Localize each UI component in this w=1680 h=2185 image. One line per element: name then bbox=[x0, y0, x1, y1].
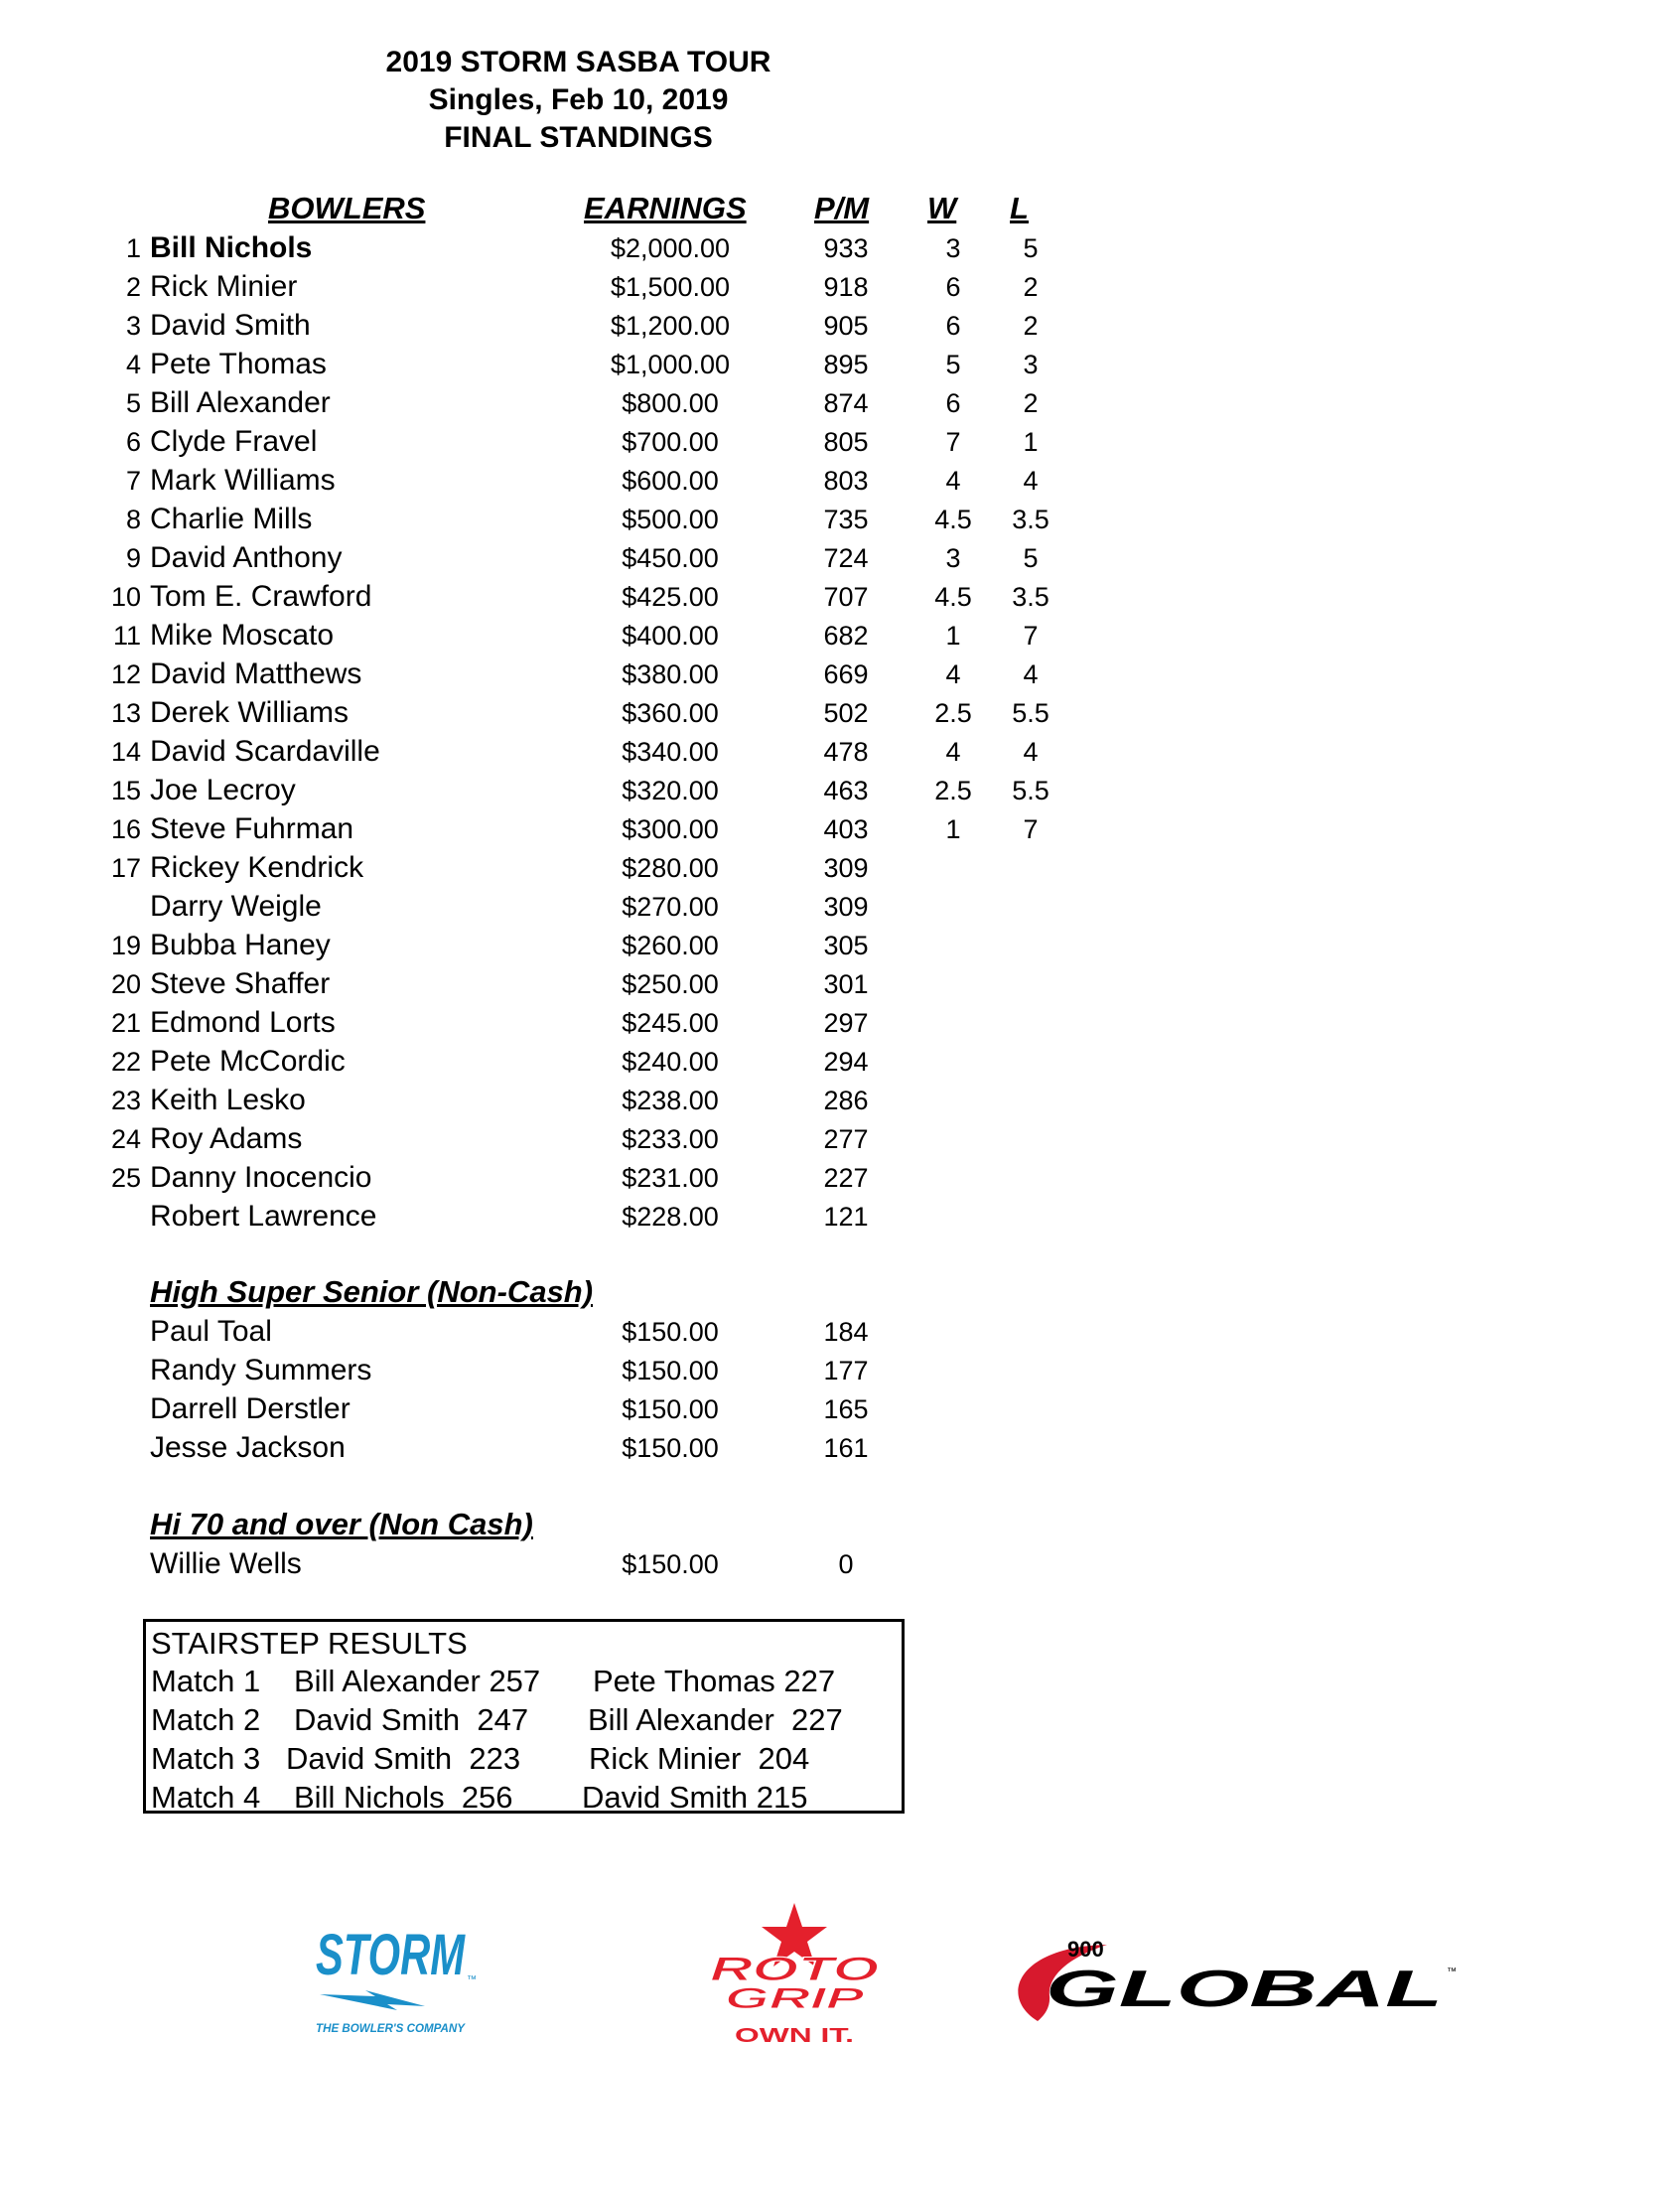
bowler-name: Tom E. Crawford bbox=[150, 580, 372, 613]
pm: 227 bbox=[823, 1163, 869, 1193]
rank: 25 bbox=[110, 1163, 141, 1193]
bowler-name: Randy Summers bbox=[150, 1354, 372, 1386]
pm: 184 bbox=[823, 1317, 869, 1347]
header-subtitle: Singles, Feb 10, 2019 bbox=[428, 83, 729, 116]
pm: 933 bbox=[823, 233, 869, 263]
table-row bbox=[0, 1429, 1092, 1467]
earnings: $1,000.00 bbox=[610, 350, 731, 379]
bowler-name: Pete Thomas bbox=[150, 348, 327, 380]
losses: 2 bbox=[1023, 311, 1039, 341]
pm: 502 bbox=[823, 698, 869, 728]
bowler-name: Darrell Derstler bbox=[150, 1392, 350, 1425]
earnings: $238.00 bbox=[622, 1086, 719, 1115]
earnings: $150.00 bbox=[622, 1433, 719, 1463]
bowler-name: Danny Inocencio bbox=[150, 1161, 372, 1194]
table-row bbox=[0, 849, 1092, 887]
table-row bbox=[0, 307, 1092, 345]
pm: 805 bbox=[823, 427, 869, 457]
earnings: $150.00 bbox=[622, 1356, 719, 1385]
table-row bbox=[0, 1043, 1092, 1081]
rotogrip-logo bbox=[700, 1897, 889, 2056]
storm-wordmark: STORM bbox=[316, 1923, 467, 1987]
bowler-name: Bubba Haney bbox=[150, 929, 331, 961]
pm: 463 bbox=[823, 776, 869, 805]
rank: 11 bbox=[112, 621, 141, 651]
super-senior-heading: High Super Senior (Non-Cash) bbox=[150, 1274, 594, 1309]
rank: 16 bbox=[110, 814, 141, 844]
losses: 2 bbox=[1023, 272, 1039, 302]
pm: 724 bbox=[823, 543, 869, 573]
bowler-name: Paul Toal bbox=[150, 1315, 272, 1348]
bowler-name: Derek Williams bbox=[150, 696, 350, 729]
900-global-logo-graphic bbox=[998, 1927, 1465, 2036]
table-row bbox=[0, 462, 1092, 500]
pm: 161 bbox=[823, 1433, 869, 1463]
stairstep-results-box bbox=[143, 1619, 905, 1814]
table-row bbox=[0, 1390, 1092, 1428]
earnings: $1,500.00 bbox=[610, 272, 731, 302]
header-standings: FINAL STANDINGS bbox=[444, 121, 713, 154]
stairstep-title: STAIRSTEP RESULTS bbox=[151, 1626, 468, 1661]
bowler-name: Willie Wells bbox=[150, 1547, 302, 1580]
earnings: $800.00 bbox=[622, 388, 719, 418]
match-loser: David Smith 215 bbox=[582, 1780, 808, 1815]
storm-logo-graphic bbox=[306, 1907, 485, 2056]
losses: 5 bbox=[1023, 233, 1039, 263]
table-row bbox=[0, 965, 1092, 1003]
pm: 305 bbox=[823, 931, 869, 960]
wins: 4 bbox=[945, 659, 961, 689]
lightning-bolt-icon bbox=[320, 1990, 425, 2010]
bowler-name: Rick Minier bbox=[150, 270, 298, 303]
table-row bbox=[0, 1120, 1092, 1158]
pm: 735 bbox=[823, 505, 869, 534]
match-winner: David Smith 247 bbox=[294, 1702, 529, 1737]
earnings: $600.00 bbox=[622, 466, 719, 496]
rank: 17 bbox=[110, 853, 141, 883]
match-winner: Bill Alexander 257 bbox=[294, 1664, 541, 1698]
wins: 2.5 bbox=[934, 698, 972, 728]
losses: 4 bbox=[1023, 466, 1039, 496]
earnings: $450.00 bbox=[622, 543, 719, 573]
earnings: $228.00 bbox=[622, 1202, 719, 1232]
match-loser: Rick Minier 204 bbox=[589, 1741, 810, 1776]
wins: 6 bbox=[945, 311, 961, 341]
earnings: $700.00 bbox=[622, 427, 719, 457]
col-earnings: EARNINGS bbox=[584, 191, 747, 225]
wins: 3 bbox=[945, 543, 961, 573]
match-label: Match 1 bbox=[151, 1664, 261, 1698]
bowler-name: Darry Weigle bbox=[150, 890, 322, 923]
pm: 0 bbox=[838, 1549, 854, 1579]
wins: 6 bbox=[945, 272, 961, 302]
earnings: $280.00 bbox=[622, 853, 719, 883]
rank: 10 bbox=[110, 582, 141, 612]
earnings: $380.00 bbox=[622, 659, 719, 689]
rank: 24 bbox=[110, 1124, 141, 1154]
bowler-name: Keith Lesko bbox=[150, 1084, 306, 1116]
earnings: $245.00 bbox=[622, 1008, 719, 1038]
rank: 1 bbox=[125, 233, 141, 263]
bowler-name: Clyde Fravel bbox=[150, 425, 318, 458]
bowler-name: Bill Nichols bbox=[150, 231, 313, 264]
storm-tagline: THE BOWLER'S COMPANY bbox=[316, 2021, 466, 2035]
earnings: $2,000.00 bbox=[610, 233, 731, 263]
wins: 4 bbox=[945, 737, 961, 767]
earnings: $270.00 bbox=[622, 892, 719, 922]
rank: 20 bbox=[110, 969, 141, 999]
pm: 121 bbox=[823, 1202, 869, 1232]
rank: 12 bbox=[110, 659, 141, 689]
bowler-name: Mike Moscato bbox=[150, 619, 335, 652]
rotogrip-tagline: OWN IT. bbox=[735, 2025, 854, 2047]
bowler-name: Steve Shaffer bbox=[150, 967, 331, 1000]
wins: 1 bbox=[945, 814, 961, 844]
bowler-name: Pete McCordic bbox=[150, 1045, 346, 1078]
table-row bbox=[0, 1352, 1092, 1389]
wins: 4.5 bbox=[934, 505, 972, 534]
earnings: $320.00 bbox=[622, 776, 719, 805]
losses: 4 bbox=[1023, 737, 1039, 767]
earnings: $300.00 bbox=[622, 814, 719, 844]
earnings: $240.00 bbox=[622, 1047, 719, 1077]
table-row bbox=[0, 733, 1092, 771]
bowler-name: David Scardaville bbox=[150, 735, 380, 768]
storm-tm: ™ bbox=[467, 1974, 477, 1985]
table-row bbox=[0, 888, 1092, 926]
table-row bbox=[0, 694, 1092, 732]
table-row bbox=[0, 229, 1092, 267]
wins: 7 bbox=[945, 427, 961, 457]
rotogrip-logo-graphic bbox=[700, 1897, 889, 2056]
bowler-name: Steve Fuhrman bbox=[150, 812, 354, 845]
losses: 5 bbox=[1023, 543, 1039, 573]
earnings: $233.00 bbox=[622, 1124, 719, 1154]
table-row bbox=[0, 539, 1092, 577]
table-row bbox=[0, 578, 1092, 616]
bowler-name: Charlie Mills bbox=[150, 503, 313, 535]
bowler-name: Robert Lawrence bbox=[150, 1200, 377, 1233]
match-loser: Bill Alexander 227 bbox=[588, 1702, 843, 1737]
match-winner: Bill Nichols 256 bbox=[294, 1780, 513, 1815]
match-winner: David Smith 223 bbox=[286, 1741, 521, 1776]
table-row bbox=[0, 927, 1092, 964]
earnings: $340.00 bbox=[622, 737, 719, 767]
rank: 15 bbox=[110, 776, 141, 805]
storm-logo bbox=[306, 1907, 485, 2056]
document-header bbox=[278, 44, 879, 157]
table-row bbox=[0, 423, 1092, 461]
match-label: Match 4 bbox=[151, 1780, 261, 1815]
pm: 707 bbox=[823, 582, 869, 612]
global-wordmark: GLOBAL bbox=[1046, 1961, 1443, 2018]
table-row bbox=[0, 1004, 1092, 1042]
rank: 13 bbox=[110, 698, 141, 728]
rank: 14 bbox=[110, 737, 141, 767]
pm: 682 bbox=[823, 621, 869, 651]
table-row bbox=[0, 772, 1092, 809]
pm: 294 bbox=[823, 1047, 869, 1077]
pm: 803 bbox=[823, 466, 869, 496]
losses: 5.5 bbox=[1012, 776, 1050, 805]
table-row bbox=[0, 346, 1092, 383]
col-l: L bbox=[1010, 191, 1029, 225]
pm: 895 bbox=[823, 350, 869, 379]
pm: 309 bbox=[823, 892, 869, 922]
pm: 277 bbox=[823, 1124, 869, 1154]
table-row bbox=[0, 1545, 1092, 1583]
table-row bbox=[0, 501, 1092, 538]
global-tm: ™ bbox=[1447, 1966, 1457, 1977]
bowler-name: Bill Alexander bbox=[150, 386, 331, 419]
wins: 2.5 bbox=[934, 776, 972, 805]
wins: 5 bbox=[945, 350, 961, 379]
earnings: $260.00 bbox=[622, 931, 719, 960]
earnings: $500.00 bbox=[622, 505, 719, 534]
wins: 4.5 bbox=[934, 582, 972, 612]
pm: 669 bbox=[823, 659, 869, 689]
pm: 165 bbox=[823, 1394, 869, 1424]
losses: 7 bbox=[1023, 814, 1039, 844]
bowler-name: Jesse Jackson bbox=[150, 1431, 346, 1464]
900-global-logo bbox=[998, 1927, 1465, 2036]
pm: 297 bbox=[823, 1008, 869, 1038]
losses: 5.5 bbox=[1012, 698, 1050, 728]
col-bowlers: BOWLERS bbox=[268, 191, 426, 225]
wins: 4 bbox=[945, 466, 961, 496]
rank: 7 bbox=[125, 466, 141, 496]
match-loser: Pete Thomas 227 bbox=[593, 1664, 836, 1698]
pm: 478 bbox=[823, 737, 869, 767]
earnings: $360.00 bbox=[622, 698, 719, 728]
rank: 22 bbox=[110, 1047, 141, 1077]
earnings: $150.00 bbox=[622, 1394, 719, 1424]
wins: 3 bbox=[945, 233, 961, 263]
bowler-name: Rickey Kendrick bbox=[150, 851, 364, 884]
rank: 23 bbox=[110, 1086, 141, 1115]
rotogrip-roto: ROTO bbox=[710, 1951, 879, 1988]
col-pm: P/M bbox=[814, 191, 870, 225]
losses: 3 bbox=[1023, 350, 1039, 379]
rank: 6 bbox=[125, 427, 141, 457]
wins: 1 bbox=[945, 621, 961, 651]
losses: 4 bbox=[1023, 659, 1039, 689]
pm: 301 bbox=[823, 969, 869, 999]
table-row bbox=[0, 1198, 1092, 1236]
pm: 905 bbox=[823, 311, 869, 341]
table-row bbox=[0, 1082, 1092, 1119]
rank: 8 bbox=[125, 505, 141, 534]
earnings: $150.00 bbox=[622, 1549, 719, 1579]
bowler-name: David Smith bbox=[150, 309, 311, 342]
bowler-name: David Anthony bbox=[150, 541, 343, 574]
hi70-heading: Hi 70 and over (Non Cash) bbox=[150, 1507, 533, 1541]
losses: 3.5 bbox=[1012, 582, 1050, 612]
header-title: 2019 STORM SASBA TOUR bbox=[385, 46, 771, 78]
bowler-name: Mark Williams bbox=[150, 464, 336, 497]
earnings: $1,200.00 bbox=[610, 311, 731, 341]
losses: 1 bbox=[1023, 427, 1039, 457]
rank: 9 bbox=[125, 543, 141, 573]
pm: 286 bbox=[823, 1086, 869, 1115]
pm: 177 bbox=[823, 1356, 869, 1385]
pm: 918 bbox=[823, 272, 869, 302]
bowler-name: Edmond Lorts bbox=[150, 1006, 336, 1039]
col-w: W bbox=[927, 191, 957, 225]
earnings: $400.00 bbox=[622, 621, 719, 651]
table-row bbox=[0, 656, 1092, 693]
earnings: $250.00 bbox=[622, 969, 719, 999]
rank: 4 bbox=[125, 350, 141, 379]
rank: 5 bbox=[125, 388, 141, 418]
bowler-name: Joe Lecroy bbox=[150, 774, 296, 806]
bowler-name: Roy Adams bbox=[150, 1122, 303, 1155]
rank: 3 bbox=[125, 311, 141, 341]
rank: 2 bbox=[125, 272, 141, 302]
pm: 874 bbox=[823, 388, 869, 418]
losses: 2 bbox=[1023, 388, 1039, 418]
table-row bbox=[0, 268, 1092, 306]
rank: 19 bbox=[110, 931, 141, 960]
earnings: $425.00 bbox=[622, 582, 719, 612]
match-label: Match 2 bbox=[151, 1702, 261, 1737]
bowler-name: David Matthews bbox=[150, 657, 362, 690]
pm: 403 bbox=[823, 814, 869, 844]
match-label: Match 3 bbox=[151, 1741, 261, 1776]
losses: 3.5 bbox=[1012, 505, 1050, 534]
wins: 6 bbox=[945, 388, 961, 418]
losses: 7 bbox=[1023, 621, 1039, 651]
table-row bbox=[0, 384, 1092, 422]
table-row bbox=[0, 810, 1092, 848]
table-row bbox=[0, 1159, 1092, 1197]
table-row bbox=[0, 1313, 1092, 1351]
global-900: 900 bbox=[1067, 1937, 1104, 1962]
pm: 309 bbox=[823, 853, 869, 883]
rank: 21 bbox=[110, 1008, 141, 1038]
rotogrip-grip: GRIP bbox=[725, 1982, 866, 2015]
earnings: $231.00 bbox=[622, 1163, 719, 1193]
table-row bbox=[0, 617, 1092, 655]
earnings: $150.00 bbox=[622, 1317, 719, 1347]
